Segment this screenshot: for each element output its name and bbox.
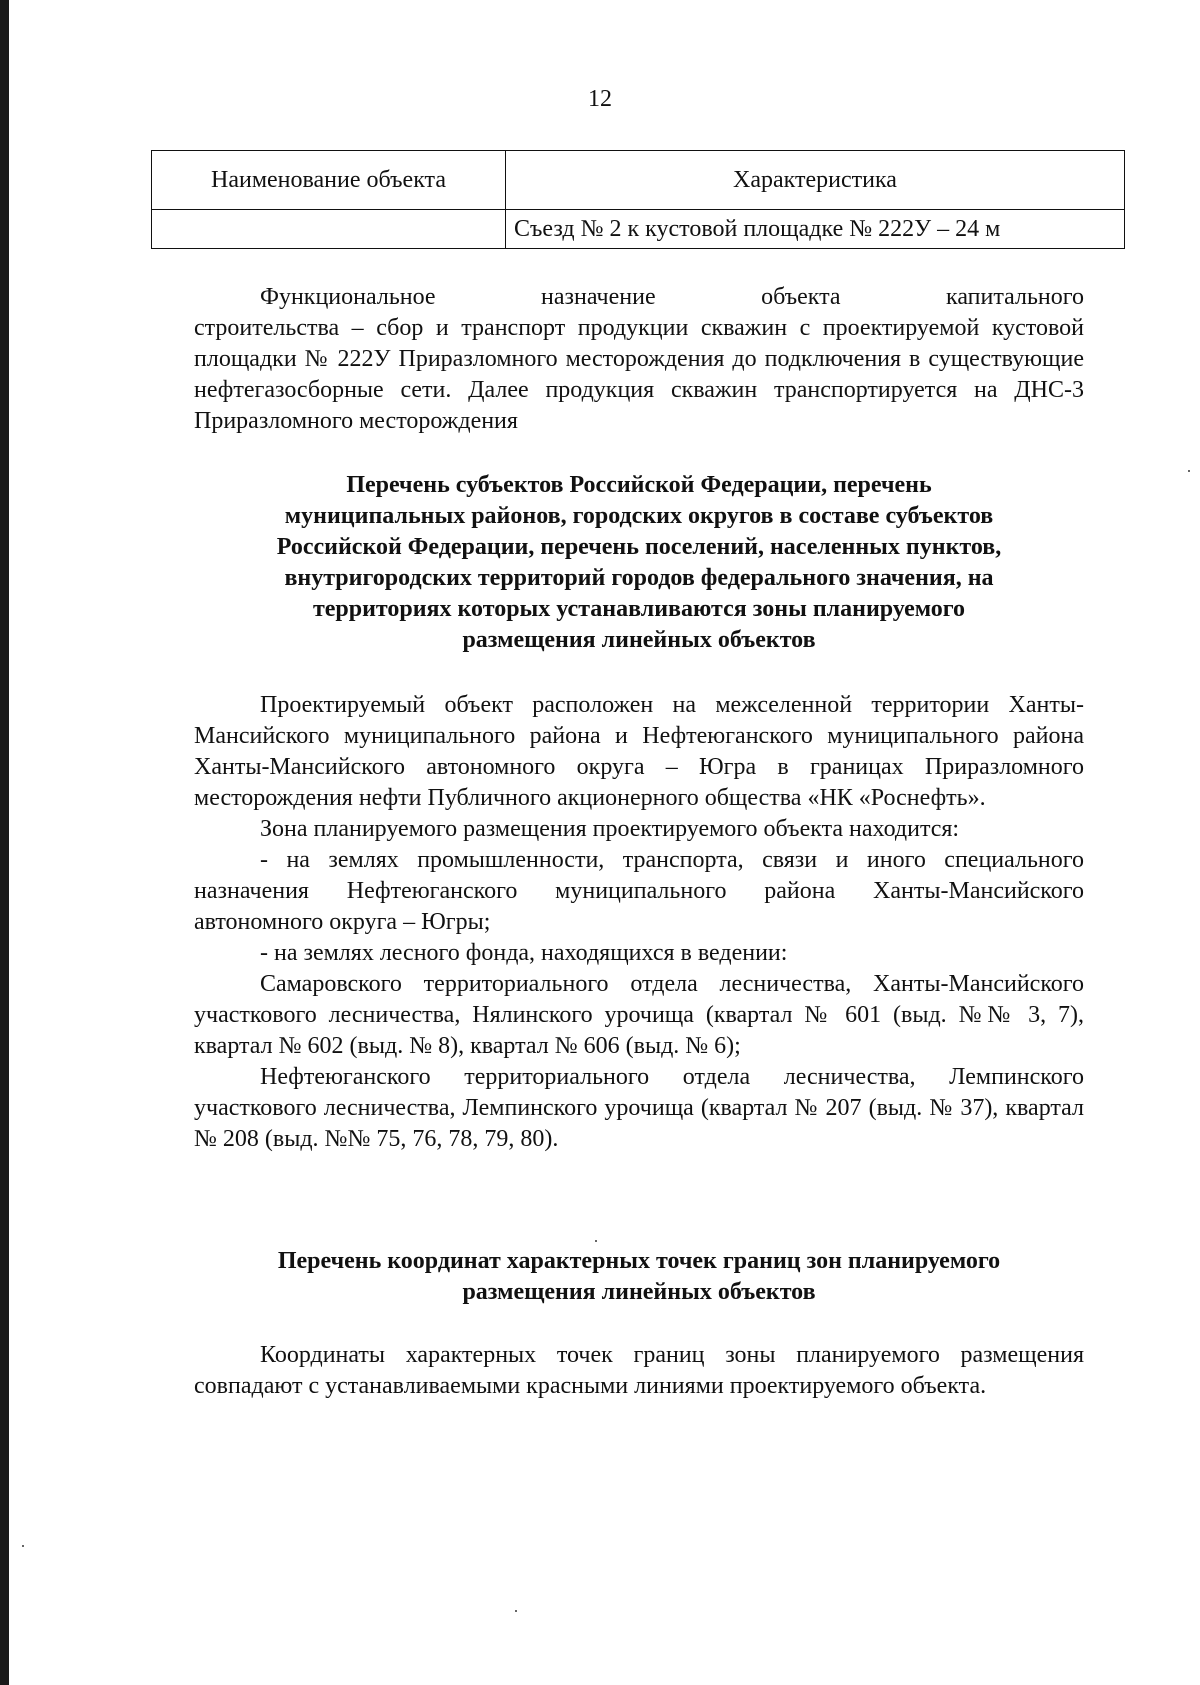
scan-speck	[22, 1545, 24, 1547]
section-heading-territories	[194, 470, 1084, 656]
heading-line: Российской Федерации, перечень поселений, населенных пунктов,	[276, 534, 1002, 560]
heading-line: Перечень координат характерных точек границ зон планируемого	[277, 1248, 1001, 1274]
function-paragraph	[194, 282, 1084, 437]
location-section	[194, 690, 1084, 1155]
scan-edge	[0, 0, 9, 1685]
function-paragraph-rest: строительства – сбор и транспорт продукции скважин с проектируемой кустовой площадки № 222У Приразломного месторождения до подключения в существующие нефтегазосборные сети. Далее продукция скважин транспортируется на ДНС-3 Приразломного месторождения	[194, 315, 1084, 434]
location-paragraph: Проектируемый объект расположен на межселенной территории Ханты-Мансийского муниципального района и Нефтеюганского муниципального района Ханты-Мансийского автономного округа – Югра в границах Приразломного месторождения нефти Публичного акционерного общества «НК «Роснефть».	[194, 692, 1084, 811]
table-cell-characteristic: Съезд № 2 к кустовой площадке № 222У – 24 м	[506, 210, 1125, 249]
heading-line: размещения линейных объектов	[462, 627, 816, 653]
coordinates-section	[194, 1340, 1084, 1402]
object-table	[151, 150, 1125, 249]
heading-line: размещения линейных объектов	[462, 1279, 816, 1305]
heading-line: муниципальных районов, городских округов в составе субъектов	[284, 503, 994, 529]
scan-speck	[515, 1610, 517, 1612]
scan-speck	[595, 1240, 597, 1242]
heading-line: территориях которых устанавливаются зоны планируемого	[312, 596, 966, 622]
scan-speck	[1188, 470, 1190, 472]
samarovsky-forestry-paragraph: Самаровского территориального отдела лесничества, Ханты-Мансийского участкового лесничества, Нялинского урочища (квартал № 601 (выд. №№ 3, 7), квартал № 602 (выд. № 8), квартал № 606 (выд. № 6);	[194, 971, 1084, 1059]
heading-line: внутригородских территорий городов федерального значения, на	[284, 565, 994, 591]
table-header-characteristic: Характеристика	[506, 151, 1125, 210]
industrial-lands-paragraph: - на землях промышленности, транспорта, связи и иного специального назначения Нефтеюганского муниципального района Ханты-Мансийского автономного округа – Югры;	[194, 847, 1084, 935]
table-header-row	[152, 151, 1125, 210]
section-heading-coordinates	[194, 1246, 1084, 1308]
table-row	[152, 210, 1125, 249]
function-paragraph-line1: Функциональное назначение объекта капитального	[260, 284, 1084, 310]
nefteyugansk-forestry-paragraph: Нефтеюганского территориального отдела лесничества, Лемпинского участкового лесничества, Лемпинского урочища (квартал № 207 (выд. № 37), квартал № 208 (выд. №№ 75, 76, 78, 79, 80).	[194, 1064, 1084, 1152]
forest-lands-paragraph: - на землях лесного фонда, находящихся в ведении:	[260, 940, 788, 966]
coordinates-paragraph: Координаты характерных точек границ зоны планируемого размещения совпадают с устанавливаемыми красными линиями проектируемого объекта.	[194, 1342, 1084, 1399]
heading-line: Перечень субъектов Российской Федерации, перечень	[346, 472, 932, 498]
zone-intro-paragraph: Зона планируемого размещения проектируемого объекта находится:	[260, 816, 960, 842]
table-header-name: Наименование объекта	[152, 151, 506, 210]
table-cell-name	[152, 210, 506, 249]
page-number: 12	[588, 86, 612, 112]
